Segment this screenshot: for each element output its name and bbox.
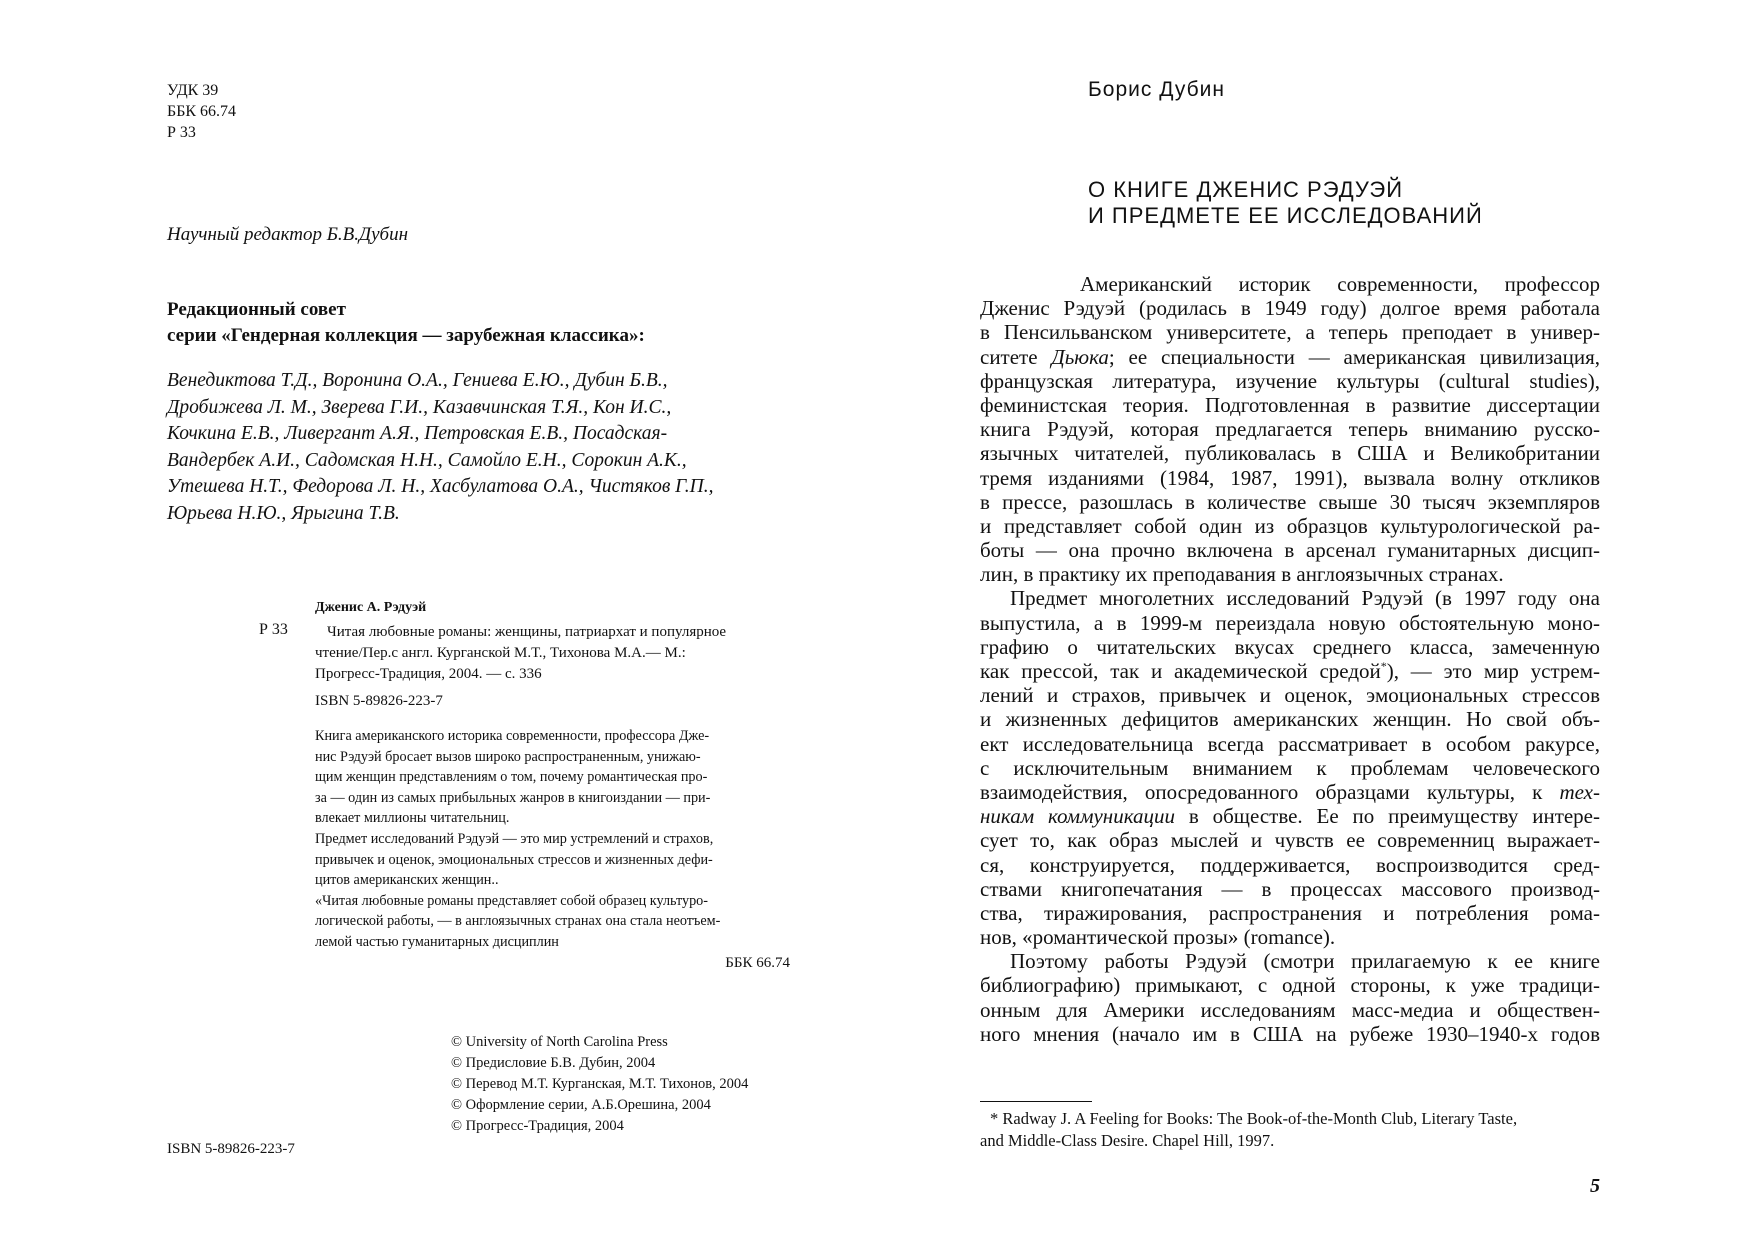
right-page xyxy=(878,0,1755,1241)
classification-codes xyxy=(167,80,236,143)
body-line: Поэтому работы Рэдуэй (смотри прилагаемую к ее книге xyxy=(1010,949,1600,974)
body-line: лений и страхов, привычек и оценок, эмоциональных стрессов xyxy=(980,683,1600,708)
annotation-line: цитов американских женщин.. xyxy=(315,872,499,889)
council-title-line: Редакционный совет xyxy=(167,299,346,320)
author-mark: Р 33 xyxy=(167,124,196,141)
body-italic-segment: никам коммуникации xyxy=(980,804,1176,829)
body-line: сует то, как образ мыслей и чувств ее современниц выражает- xyxy=(980,828,1600,853)
body-italic-segment: Дьюка xyxy=(1051,344,1109,369)
article-title-line: И ПРЕДМЕТЕ ЕЕ ИССЛЕДОВАНИЙ xyxy=(1088,203,1483,228)
bbk-code: ББК 66.74 xyxy=(167,103,237,120)
body-line: онным для Америки исследованиям масс-медиа и обществен- xyxy=(980,997,1600,1022)
footnote-marker: * xyxy=(1380,659,1387,673)
body-text-segment: в обществе. Ее по преимуществу интере- xyxy=(1175,804,1601,829)
annotation-line: влекает миллионы читательниц. xyxy=(315,810,510,827)
description-line: Читая любовные романы: женщины, патриархат и популярное xyxy=(327,624,727,640)
page-number: 5 xyxy=(1590,1175,1600,1197)
article-title-line: О КНИГЕ ДЖЕНИС РЭДУЭЙ xyxy=(1088,177,1404,202)
body-line: боты — она прочно включена в арсенал гуманитарных дисцип- xyxy=(980,538,1600,563)
body-text-segment: взаимодействия, опосредованного образцами культуры, к xyxy=(980,779,1560,804)
annotation-line: Предмет исследований Рэдуэй — это мир устремлений и страхов, xyxy=(315,830,714,847)
council-members-line: Юрьева Н.Ю., Ярыгина Т.В. xyxy=(167,502,400,524)
editorial-council-title xyxy=(167,297,645,349)
council-title-line: серии «Гендерная коллекция — зарубежная классика»: xyxy=(167,325,645,346)
article-body xyxy=(980,272,1600,1046)
annotation-line: щим женщин представлениям о том, почему романтическая про- xyxy=(315,769,708,786)
annotation-line: привычек и оценок, эмоциональных стрессов и жизненных дефи- xyxy=(315,851,713,868)
body-line: ся, конструируется, поддерживается, воспроизводится сред- xyxy=(980,852,1600,877)
council-members-line: Утешева Н.Т., Федорова Л. Н., Хасбулатова О.А., Чистяков Г.П., xyxy=(167,476,714,497)
copyright-line: © Перевод М.Т. Курганская, М.Т. Тихонов, 2004 xyxy=(451,1076,749,1092)
body-line: ного мнения (начало им в США на рубеже 1930–1940-х годов xyxy=(980,1021,1600,1046)
catalog-card-author: Дженис А. Рэдуэй xyxy=(315,600,427,615)
footnote-divider xyxy=(980,1101,1092,1102)
description-line: чтение/Пер.с англ. Курганской М.Т., Тихонова М.А.— М.: xyxy=(315,645,686,661)
annotation-line: логической работы, — в англоязычных странах она стала неотъем- xyxy=(315,913,721,930)
udk-code: УДК 39 xyxy=(167,82,219,99)
body-line: тремя изданиями (1984, 1987, 1991), вызвала волну откликов xyxy=(980,465,1600,490)
copyright-line: © Прогресс-Традиция, 2004 xyxy=(451,1118,624,1134)
body-line: Американский историк современности, профессор xyxy=(1080,272,1600,296)
catalog-card-code: Р 33 xyxy=(259,621,288,638)
body-line: выпустила, а в 1999-м переиздала новую обстоятельную моно- xyxy=(980,610,1600,635)
body-line: в Пенсильванском университете, а теперь преподает в универ- xyxy=(980,320,1600,345)
body-line: и представляет собой один из образцов культурологической ра- xyxy=(980,513,1600,538)
body-line: книга Рэдуэй, которая предлагается теперь вниманию русско- xyxy=(980,417,1600,442)
copyright-line: © University of North Carolina Press xyxy=(451,1034,668,1050)
isbn-bottom: ISBN 5-89826-223-7 xyxy=(167,1141,295,1157)
body-text-segment: ситете xyxy=(980,344,1052,369)
annotation-line: лемой частью гуманитарных дисциплин xyxy=(315,933,559,950)
catalog-card-annotation xyxy=(315,726,790,953)
article-author: Борис Дубин xyxy=(1088,78,1225,101)
body-line: библиографию) примыкают, с одной стороны, к уже традици- xyxy=(980,973,1600,998)
body-line: в прессе, разошлась в количестве свыше 30 тысяч экземпляров xyxy=(980,489,1600,514)
footnote-line: and Middle-Class Desire. Chapel Hill, 1997. xyxy=(980,1131,1275,1150)
annotation-line: нис Рэдуэй бросает вызов широко распространенным, унижаю- xyxy=(315,748,701,765)
council-members xyxy=(167,368,787,527)
body-line: Дженис Рэдуэй (родилась в 1949 году) долгое время работала xyxy=(980,296,1600,321)
article-title xyxy=(1088,177,1483,229)
council-members-line: Кочкина Е.В., Ливергант А.Я., Петровская Е.В., Посадская- xyxy=(167,423,668,444)
body-text-segment: ), — это мир устрем- xyxy=(1386,659,1601,683)
body-line xyxy=(980,804,1600,828)
footnote-line: * Radway J. A Feeling for Books: The Book-of-the-Month Club, Literary Taste, xyxy=(990,1109,1518,1128)
body-text-segment: ; ее специальности — американская цивилизация, xyxy=(1108,344,1600,369)
body-line: Предмет многолетних исследований Рэдуэй (в 1997 году она xyxy=(1010,586,1600,611)
body-italic-segment: тех- xyxy=(1559,779,1600,804)
body-line: нов, «романтической прозы» (romance). xyxy=(980,925,1336,950)
footnote xyxy=(980,1108,1600,1152)
council-members-line: Вандербек А.И., Садомская Н.Н., Самойло Е.Н., Сорокин А.К., xyxy=(167,449,687,471)
catalog-card-description xyxy=(315,622,790,685)
body-line xyxy=(980,780,1600,804)
body-line xyxy=(980,659,1600,683)
body-line: графию о читательских вкусах среднего класса, замеченную xyxy=(980,634,1600,659)
body-line: и жизненных дефицитов американских женщин. Но свой объ- xyxy=(980,707,1600,732)
annotation-line: «Читая любовные романы представляет собой образец культуро- xyxy=(315,892,708,909)
body-line: лин, в практику их преподавания в англоязычных странах. xyxy=(980,562,1504,587)
copyright-line: © Предисловие Б.В. Дубин, 2004 xyxy=(451,1055,656,1071)
body-text-segment: как прессой, так и академической средой xyxy=(980,659,1381,683)
body-line: ствами книгопечатания — в процессах массового производ- xyxy=(980,876,1600,901)
council-members-line: Дробижева Л. М., Зверева Г.И., Казавчинская Т.Я., Кон И.С., xyxy=(167,396,672,418)
body-line: французская литература, изучение культуры (cultural studies), xyxy=(980,368,1600,393)
body-line: ект исследовательница всегда рассматривает в особом ракурсе, xyxy=(980,731,1600,756)
annotation-line: за — один из самых прибыльных жанров в книгоиздании — при- xyxy=(315,789,711,806)
body-line: феминистская теория. Подготовленная в развитие диссертации xyxy=(980,392,1600,417)
body-line: ства, тиражирования, распространения и потребления рома- xyxy=(980,900,1600,925)
copyright-line: © Оформление серии, А.Б.Орешина, 2004 xyxy=(451,1097,711,1113)
council-members-line: Венедиктова Т.Д., Воронина О.А., Гениева Е.Ю., Дубин Б.В., xyxy=(167,370,668,391)
body-line xyxy=(980,345,1600,369)
body-line: с исключительным вниманием к проблемам человеческого xyxy=(980,755,1600,780)
scientific-editor: Научный редактор Б.В.Дубин xyxy=(167,224,409,245)
copyright-notices xyxy=(451,1032,748,1137)
catalog-card-bbk: ББК 66.74 xyxy=(725,955,790,971)
description-line: Прогресс-Традиция, 2004. — с. 336 xyxy=(315,666,542,682)
annotation-line: Книга американского историка современности, профессора Дже- xyxy=(315,728,710,744)
body-line: язычных читателей, публиковалась в США и Великобритании xyxy=(980,441,1600,466)
catalog-card-isbn: ISBN 5-89826-223-7 xyxy=(315,693,443,709)
